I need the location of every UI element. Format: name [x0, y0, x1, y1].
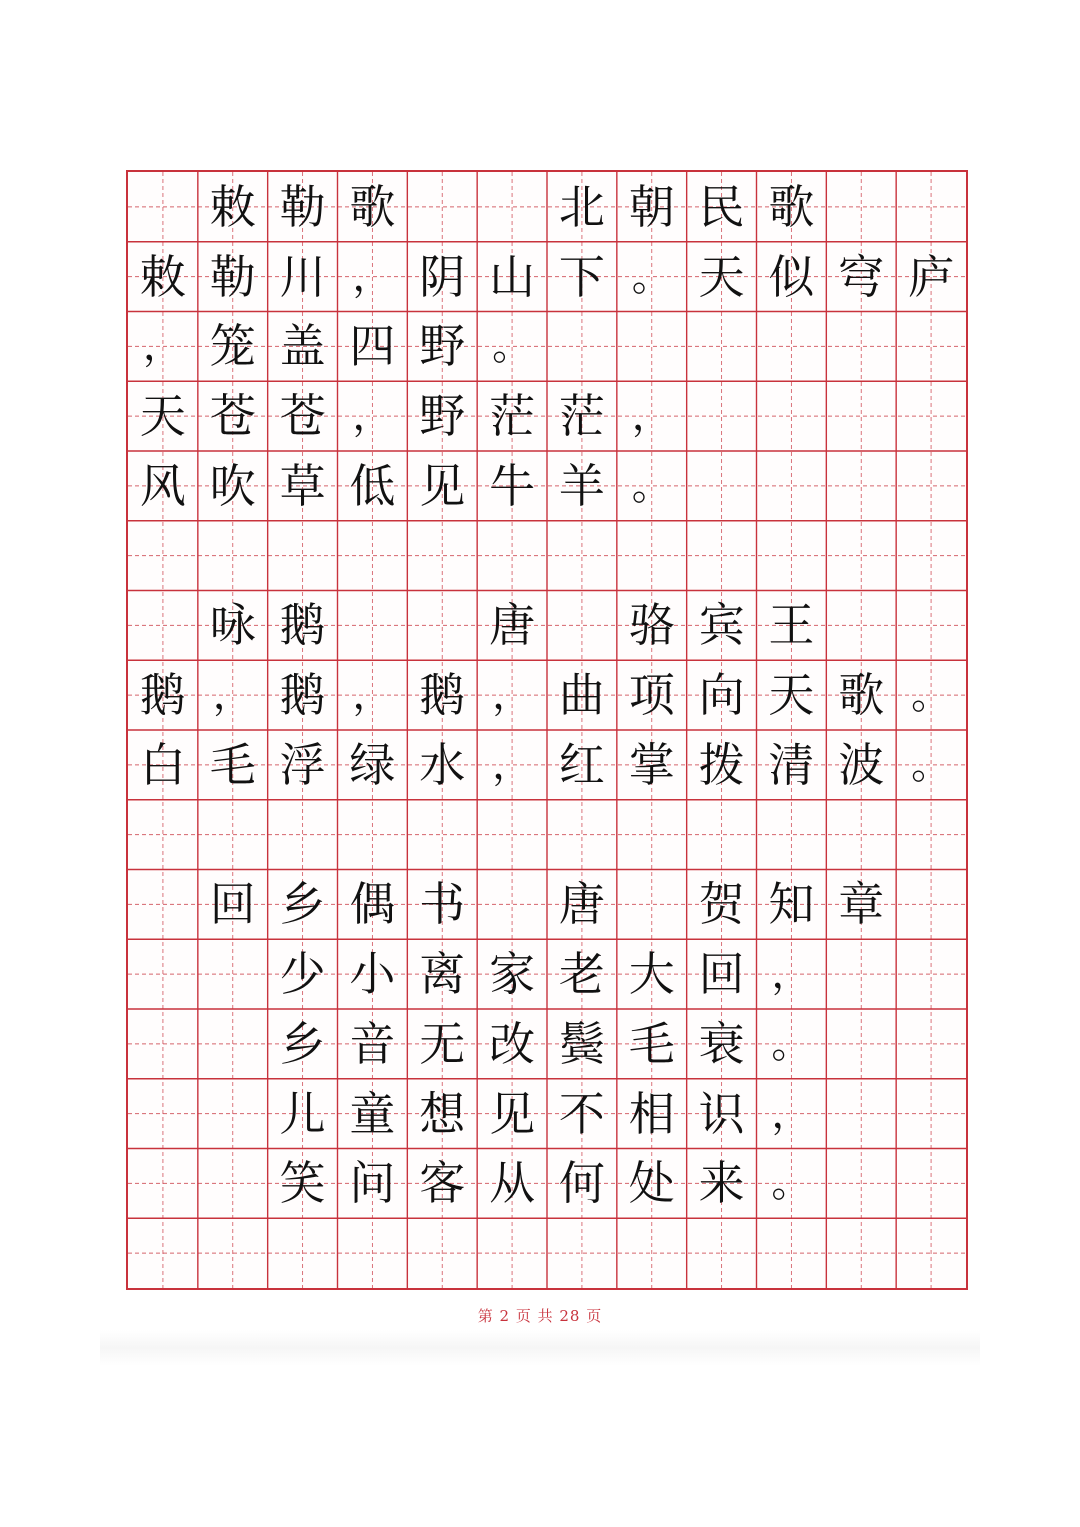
- grid-punctuation: ，: [771, 951, 812, 998]
- grid-character: 白: [139, 737, 186, 792]
- grid-character: 山: [489, 249, 536, 304]
- grid-character: 鹅: [139, 668, 186, 723]
- grid-character: 拨: [698, 737, 745, 792]
- grid-character: 鹅: [279, 668, 326, 723]
- grid-character: 红: [558, 737, 605, 792]
- grid-character: 朝: [628, 179, 675, 234]
- grid-punctuation: ，: [352, 393, 393, 440]
- grid-character: 北: [558, 179, 605, 234]
- grid-punctuation: ，: [631, 393, 672, 440]
- grid-character: 大: [628, 947, 675, 1002]
- grid-character: 似: [768, 249, 815, 304]
- grid-character: 野: [419, 319, 466, 374]
- grid-character: 老: [558, 947, 605, 1002]
- grid-character: 何: [558, 1156, 605, 1211]
- grid-character: 曲: [558, 668, 605, 723]
- grid-character: 敕: [139, 249, 186, 304]
- grid-character: 音: [349, 1016, 396, 1071]
- grid-character: 项: [628, 668, 675, 723]
- grid-character: 唐: [558, 877, 605, 932]
- grid-character: 客: [419, 1156, 466, 1211]
- grid-character: 骆: [628, 598, 675, 653]
- grid-character: 风: [139, 458, 186, 513]
- character-layer: [128, 172, 966, 1288]
- grid-character: 贺: [698, 877, 745, 932]
- grid-character: 不: [558, 1086, 605, 1141]
- grid-character: 天: [139, 389, 186, 444]
- grid-character: 四: [349, 319, 396, 374]
- grid-character: 知: [768, 877, 815, 932]
- grid-character: 水: [419, 737, 466, 792]
- grid-punctuation: 。: [771, 1160, 812, 1207]
- grid-punctuation: ，: [142, 323, 183, 370]
- grid-character: 见: [419, 458, 466, 513]
- grid-character: 歌: [838, 668, 885, 723]
- grid-character: 想: [419, 1086, 466, 1141]
- grid-punctuation: 。: [911, 672, 952, 719]
- grid-character: 穹: [838, 249, 885, 304]
- grid-character: 少: [279, 947, 326, 1002]
- grid-character: 见: [489, 1086, 536, 1141]
- grid-character: 阴: [419, 249, 466, 304]
- grid-character: 下: [558, 249, 605, 304]
- grid-character: 来: [698, 1156, 745, 1211]
- grid-character: 童: [349, 1086, 396, 1141]
- grid-character: 毛: [209, 737, 256, 792]
- grid-character: 偶: [349, 877, 396, 932]
- grid-character: 书: [419, 877, 466, 932]
- grid-character: 清: [768, 737, 815, 792]
- grid-character: 向: [698, 668, 745, 723]
- grid-character: 小: [349, 947, 396, 1002]
- grid-character: 家: [489, 947, 536, 1002]
- grid-punctuation: 。: [631, 253, 672, 300]
- grid-character: 草: [279, 458, 326, 513]
- grid-character: 相: [628, 1086, 675, 1141]
- grid-character: 衰: [698, 1016, 745, 1071]
- grid-character: 咏: [209, 598, 256, 653]
- grid-character: 宾: [698, 598, 745, 653]
- grid-character: 浮: [279, 737, 326, 792]
- grid-punctuation: 。: [492, 323, 533, 370]
- page-number-footer: 第 2 页 共 28 页: [477, 1307, 603, 1325]
- grid-character: 鬓: [558, 1016, 605, 1071]
- grid-punctuation: 。: [911, 741, 952, 788]
- grid-character: 处: [628, 1156, 675, 1211]
- grid-character: 回: [698, 947, 745, 1002]
- grid-punctuation: ，: [352, 253, 393, 300]
- grid-punctuation: ，: [771, 1090, 812, 1137]
- grid-character: 回: [209, 877, 256, 932]
- page-bottom-shadow: [100, 1330, 980, 1366]
- grid-character: 儿: [279, 1086, 326, 1141]
- grid-character: 歌: [349, 179, 396, 234]
- grid-character: 野: [419, 389, 466, 444]
- grid-character: 茫: [558, 389, 605, 444]
- grid-character: 笑: [279, 1156, 326, 1211]
- grid-character: 从: [489, 1156, 536, 1211]
- grid-character: 茫: [489, 389, 536, 444]
- grid-character: 改: [489, 1016, 536, 1071]
- grid-character: 牛: [489, 458, 536, 513]
- grid-punctuation: ，: [352, 672, 393, 719]
- grid-punctuation: ，: [492, 741, 533, 788]
- grid-character: 王: [768, 598, 815, 653]
- grid-character: 天: [768, 668, 815, 723]
- grid-character: 庐: [908, 249, 955, 304]
- grid-character: 掌: [628, 737, 675, 792]
- grid-character: 绿: [349, 737, 396, 792]
- grid-character: 民: [698, 179, 745, 234]
- grid-punctuation: ，: [212, 672, 253, 719]
- grid-character: 识: [698, 1086, 745, 1141]
- practice-grid-sheet: [126, 170, 968, 1290]
- grid-character: 苍: [209, 389, 256, 444]
- grid-character: 无: [419, 1016, 466, 1071]
- grid-character: 川: [279, 249, 326, 304]
- grid-character: 低: [349, 458, 396, 513]
- grid-character: 毛: [628, 1016, 675, 1071]
- grid-character: 问: [349, 1156, 396, 1211]
- grid-character: 鹅: [279, 598, 326, 653]
- grid-character: 天: [698, 249, 745, 304]
- grid-character: 离: [419, 947, 466, 1002]
- grid-character: 鹅: [419, 668, 466, 723]
- grid-punctuation: 。: [631, 462, 672, 509]
- grid-punctuation: 。: [771, 1020, 812, 1067]
- grid-punctuation: ，: [492, 672, 533, 719]
- grid-character: 章: [838, 877, 885, 932]
- grid-character: 吹: [209, 458, 256, 513]
- grid-character: 盖: [279, 319, 326, 374]
- grid-character: 苍: [279, 389, 326, 444]
- grid-character: 羊: [558, 458, 605, 513]
- grid-character: 笼: [209, 319, 256, 374]
- grid-character: 敕: [209, 179, 256, 234]
- grid-character: 乡: [279, 1016, 326, 1071]
- grid-character: 乡: [279, 877, 326, 932]
- grid-character: 勒: [209, 249, 256, 304]
- grid-character: 波: [838, 737, 885, 792]
- grid-character: 歌: [768, 179, 815, 234]
- grid-character: 勒: [279, 179, 326, 234]
- grid-character: 唐: [489, 598, 536, 653]
